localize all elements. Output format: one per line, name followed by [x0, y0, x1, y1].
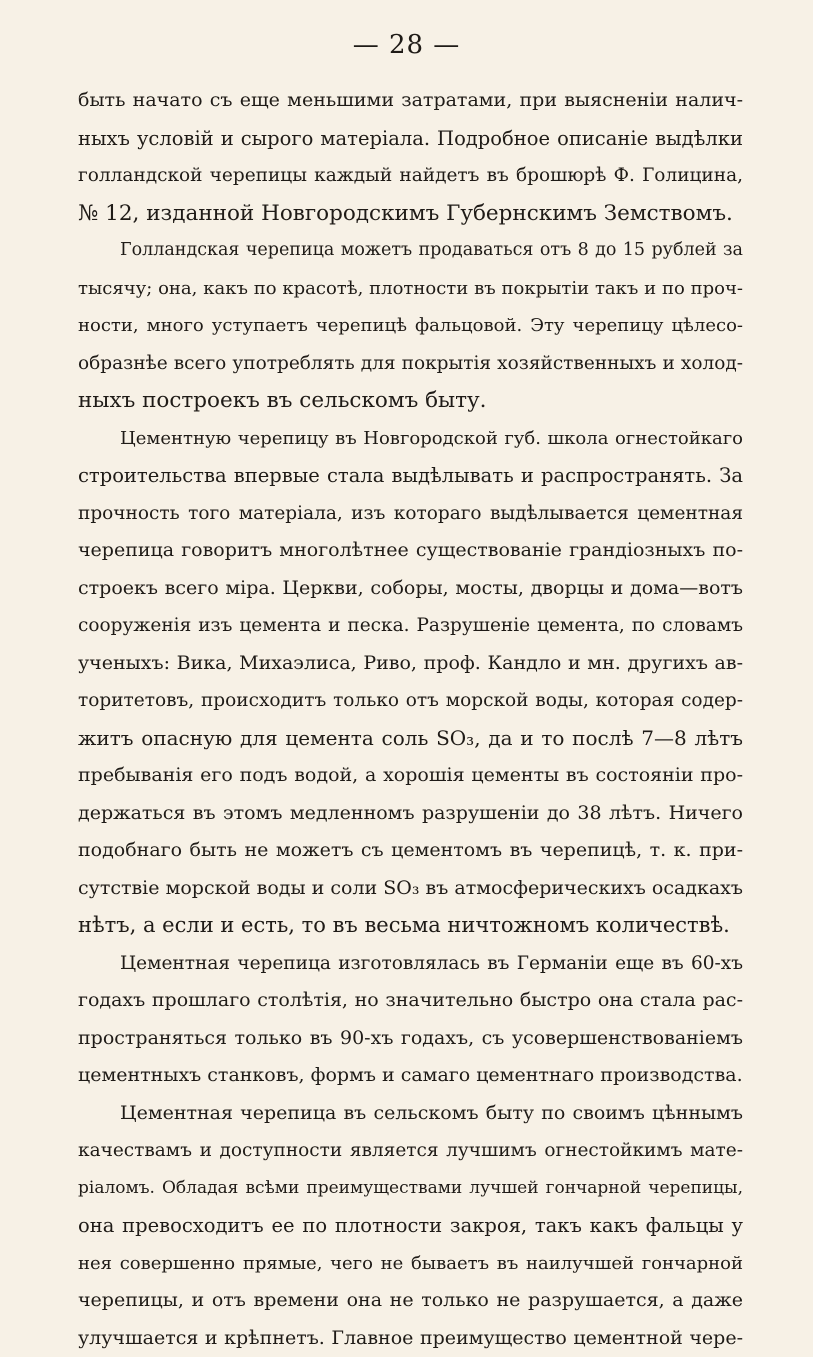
text-line: голландской черепицы каждый найдетъ въ брошюрѣ Ф. Голицина,: [78, 157, 743, 195]
text-line: пространяться только въ 90-хъ годахъ, съ усовершенствованіемъ: [78, 1020, 743, 1058]
text-line: подобнаго быть не можетъ съ цементомъ въ черепицѣ, т. к. при-: [78, 832, 743, 870]
text-line: ности, много уступаетъ черепицѣ фальцовой. Эту черепицу цѣлесо-: [78, 307, 743, 345]
text-line: Голландская черепица можетъ продаваться отъ 8 до 15 рублей за: [78, 232, 743, 270]
text-line: ученыхъ: Вика, Михаэлиса, Риво, проф. Кандло и мн. другихъ ав-: [78, 645, 743, 683]
text-line: пребыванія его подъ водой, а хорошія цементы въ состояніи про-: [78, 757, 743, 795]
text-line: сооруженія изъ цемента и песка. Разрушеніе цемента, по словамъ: [78, 607, 743, 645]
text-line: держаться въ этомъ медленномъ разрушеніи до 38 лѣтъ. Ничего: [78, 795, 743, 833]
text-line: качествамъ и доступности является лучшимъ огнестойкимъ мате-: [78, 1132, 743, 1170]
body-text: [78, 82, 743, 1357]
text-line: строительства впервые стала выдѣлывать и распространять. За: [78, 457, 743, 495]
text-line: строекъ всего міра. Церкви, соборы, мосты, дворцы и дома—вотъ: [78, 570, 743, 608]
text-line: она превосходитъ ее по плотности закроя, такъ какъ фальцы у: [78, 1207, 743, 1245]
text-line: Цементная черепица въ сельскомъ быту по своимъ цѣннымъ: [78, 1095, 743, 1133]
text-line: черепицы, и отъ времени она не только не разрушается, а даже: [78, 1282, 743, 1320]
text-line: цементныхъ станковъ, формъ и самаго цементнаго производства.: [78, 1057, 743, 1095]
page-number: — 28 —: [0, 30, 813, 60]
text-line: прочность того матеріала, изъ котораго выдѣлывается цементная: [78, 495, 743, 533]
text-line: улучшается и крѣпнетъ. Главное преимущество цементной чере-: [78, 1320, 743, 1357]
text-line: ныхъ условій и сырого матеріала. Подробное описаніе выдѣлки: [78, 120, 743, 158]
text-line: торитетовъ, происходитъ только отъ морской воды, которая содер-: [78, 682, 743, 720]
text-line: нея совершенно прямые, чего не бываетъ въ наилучшей гончарной: [78, 1245, 743, 1283]
text-line: быть начато съ еще меньшими затратами, при выясненіи налич-: [78, 82, 743, 120]
text-line: житъ опасную для цемента соль SO₃, да и то послѣ 7—8 лѣтъ: [78, 720, 743, 758]
text-line: тысячу; она, какъ по красотѣ, плотности въ покрытіи такъ и по проч-: [78, 270, 743, 308]
text-line: сутствіе морской воды и соли SO₃ въ атмосферическихъ осадкахъ: [78, 870, 743, 908]
text-line: Цементная черепица изготовлялась въ Германіи еще въ 60-хъ: [78, 945, 743, 983]
text-line: № 12, изданной Новгородскимъ Губернскимъ Земствомъ.: [78, 195, 743, 233]
text-line: образнѣе всего употреблять для покрытія хозяйственныхъ и холод-: [78, 345, 743, 383]
text-line: нѣтъ, а если и есть, то въ весьма ничтожномъ количествѣ.: [78, 907, 743, 945]
text-line: ріаломъ. Обладая всѣми преимуществами лучшей гончарной черепицы,: [78, 1170, 743, 1208]
text-line: годахъ прошлаго столѣтія, но значительно быстро она стала рас-: [78, 982, 743, 1020]
text-line: ныхъ построекъ въ сельскомъ быту.: [78, 382, 743, 420]
text-line: черепица говоритъ многолѣтнее существованіе грандіозныхъ по-: [78, 532, 743, 570]
text-line: Цементную черепицу въ Новгородской губ. школа огнестойкаго: [78, 420, 743, 458]
